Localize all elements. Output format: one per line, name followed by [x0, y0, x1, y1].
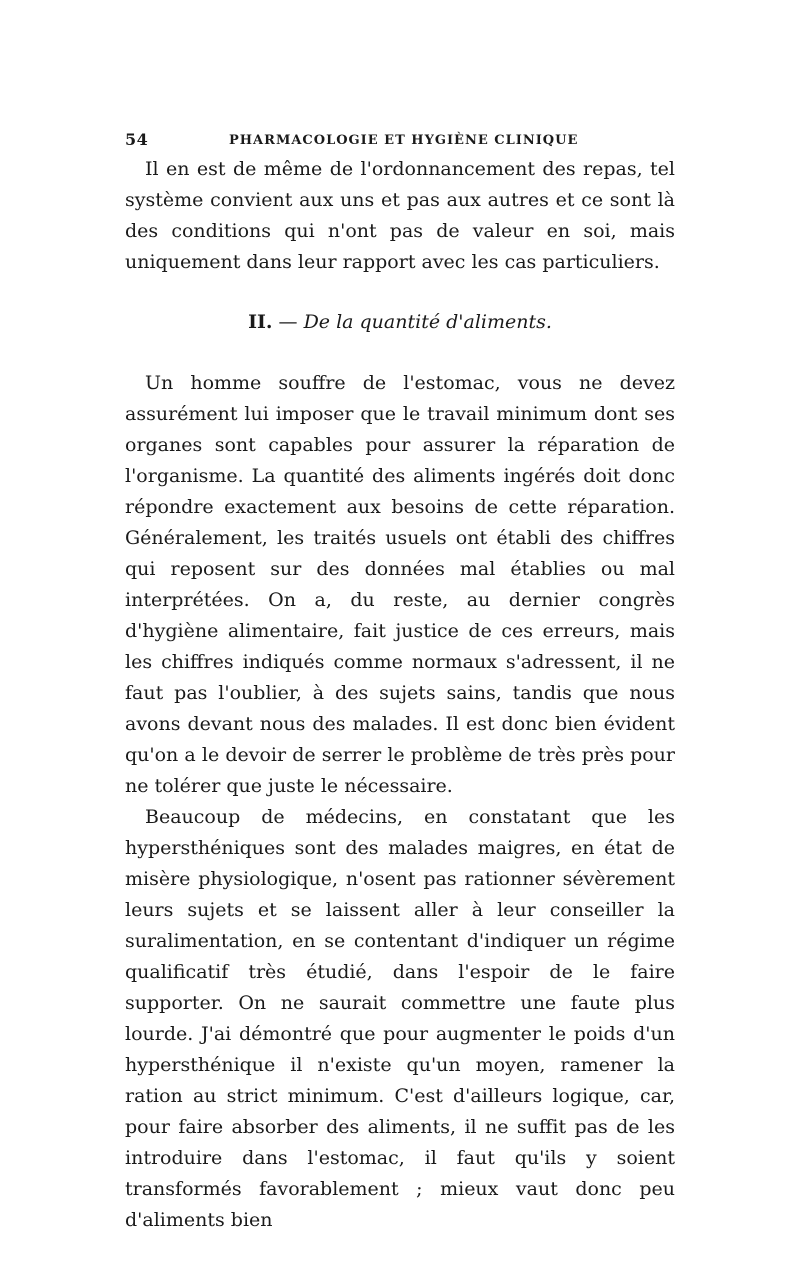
section-title: De la quantité d'aliments. [303, 311, 552, 333]
section-dash: — [278, 311, 298, 333]
section-number: II. [248, 311, 273, 333]
page-header [125, 130, 675, 154]
body-text [125, 154, 675, 1236]
paragraph-2: Un homme souffre de l'estomac, vous ne devez assurément lui imposer que le travail minimum dont ses organes sont capables pour assurer la réparation de l'organisme. La quantité des aliments ingérés doit donc répondre exactement aux besoins de cette réparation. Généralement, les traités usuels ont établi des chiffres qui reposent sur des données mal établies ou mal interprétées. On a, du reste, au dernier congrès d'hygiène alimentaire, fait justice de ces erreurs, mais les chiffres indiqués comme normaux s'adressent, il ne faut pas l'oublier, à des sujets sains, tandis que nous avons devant nous des malades. Il est donc bien évident qu'on a le devoir de serrer le problème de très près pour ne tolérer que juste le nécessaire. [125, 372, 675, 797]
page-number: 54 [125, 130, 149, 149]
section-heading [125, 307, 675, 338]
paragraph-1: Il en est de même de l'ordonnancement des repas, tel système convient aux uns et pas aux autres et ce sont là des conditions qui n'ont pas de valeur en soi, mais uniquement dans leur rapport avec les cas particuliers. [125, 158, 675, 273]
paragraph-3: Beaucoup de médecins, en constatant que les hypersthéniques sont des malades maigres, en état de misère physiologique, n'osent pas rationner sévèrement leurs sujets et se laissent aller à leur conseiller la suralimentation, en se contentant d'indiquer un régime qualificatif très étudié, dans l'espoir de le faire supporter. On ne saurait commettre une faute plus lourde. J'ai démontré que pour augmenter le poids d'un hypersthénique il n'existe qu'un moyen, ramener la ration au strict minimum. C'est d'ailleurs logique, car, pour faire absorber des aliments, il ne suffit pas de les introduire dans l'estomac, il faut qu'ils y soient transformés favorablement ; mieux vaut donc peu d'aliments bien [125, 806, 675, 1231]
running-title: PHARMACOLOGIE ET HYGIÈNE CLINIQUE [229, 133, 579, 148]
